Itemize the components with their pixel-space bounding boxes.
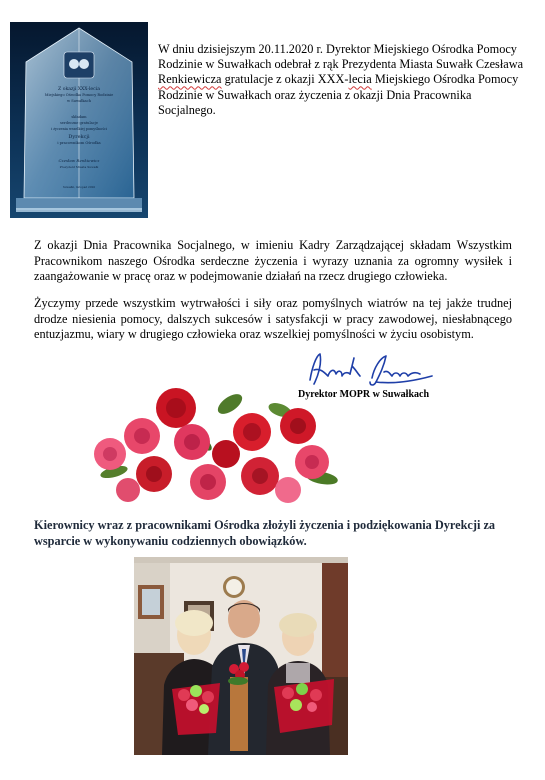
trophy-line-2: Miejskiego Ośrodka Pomocy Rodzinie xyxy=(44,93,114,97)
director-caption: Dyrektor MOPR w Suwałkach xyxy=(298,389,430,400)
group-photo xyxy=(134,557,348,755)
group-photo-image xyxy=(134,557,348,755)
trophy-line-11: Suwałki, listopad 2020 xyxy=(62,185,96,189)
trophy-line-9: Czesław Renkiewicz xyxy=(58,158,100,163)
rose-blooms xyxy=(94,388,329,503)
intro-spellcheck-word: Renkiewicza xyxy=(158,72,222,87)
thanks-paragraph: Kierownicy wraz z pracownikami Ośrodka złożyli życzenia i podziękowania Dyrekcji za wsparcie w wykonywaniu codziennych obowiązków. xyxy=(34,518,496,548)
intro-text-2: gratulacje z okazji XXX- xyxy=(221,72,349,87)
trophy-line-3: w Suwałkach xyxy=(66,99,92,103)
roses-bouquet-image xyxy=(84,382,352,512)
trophy-line-4: składam xyxy=(71,115,87,119)
trophy-line-1: Z okazji XXX-lecia xyxy=(58,87,100,92)
intro-spellcheck-word-2: lecia xyxy=(348,72,372,87)
trophy-line-8: i pracownikom Ośrodka xyxy=(57,141,101,145)
trophy-line-10: Prezydent Miasta Suwałk xyxy=(59,165,99,169)
trophy-line-6: i życzenia wszelkiej pomyślności xyxy=(51,127,107,131)
bouquet-right xyxy=(274,679,334,733)
trophy-line-7: Dyrekcji xyxy=(68,134,90,140)
trophy-line-5: serdeczne gratulacje xyxy=(59,121,99,125)
glass-award-image xyxy=(10,22,148,218)
intro-text-1: W dniu dzisiejszym 20.11.2020 r. Dyrektor Miejskiego Ośrodka Pomocy Rodzinie w Suwałkach odebrał z rąk Prezydenta Miasta Suwałk Czesława xyxy=(158,42,524,72)
bouquet-left xyxy=(172,683,220,735)
intro-text-3: Miejskiego Ośrodka Pomocy Rodzinie w Suwałkach oraz życzenia z okazji Dnia Pracownika Socjalnego. xyxy=(158,72,519,117)
wishes-paragraph: Życzymy przede wszystkim wytrwałości i siły oraz pomyślnych wiatrów na tej jakże trudnej drodze niesienia pomocy, dalszych sukcesów i satysfakcji w pracy zawodowej, niesłabnącego entuzjazmu, wiary w drugiego człowieka oraz wszelkiej pomyślności w życiu osobistym. xyxy=(34,296,512,342)
intro-paragraph xyxy=(158,42,530,118)
award-photo xyxy=(10,22,148,218)
greetings-paragraph: Z okazji Dnia Pracownika Socjalnego, w imieniu Kadry Zarządzającej składam Wszystkim Pracownikom naszego Ośrodka serdeczne życzenia i wyrazy uznania za ogromny wysiłek i zaangażowanie w pracę oraz w podejmowanie działań na rzecz drugiego człowieka. xyxy=(34,238,512,284)
